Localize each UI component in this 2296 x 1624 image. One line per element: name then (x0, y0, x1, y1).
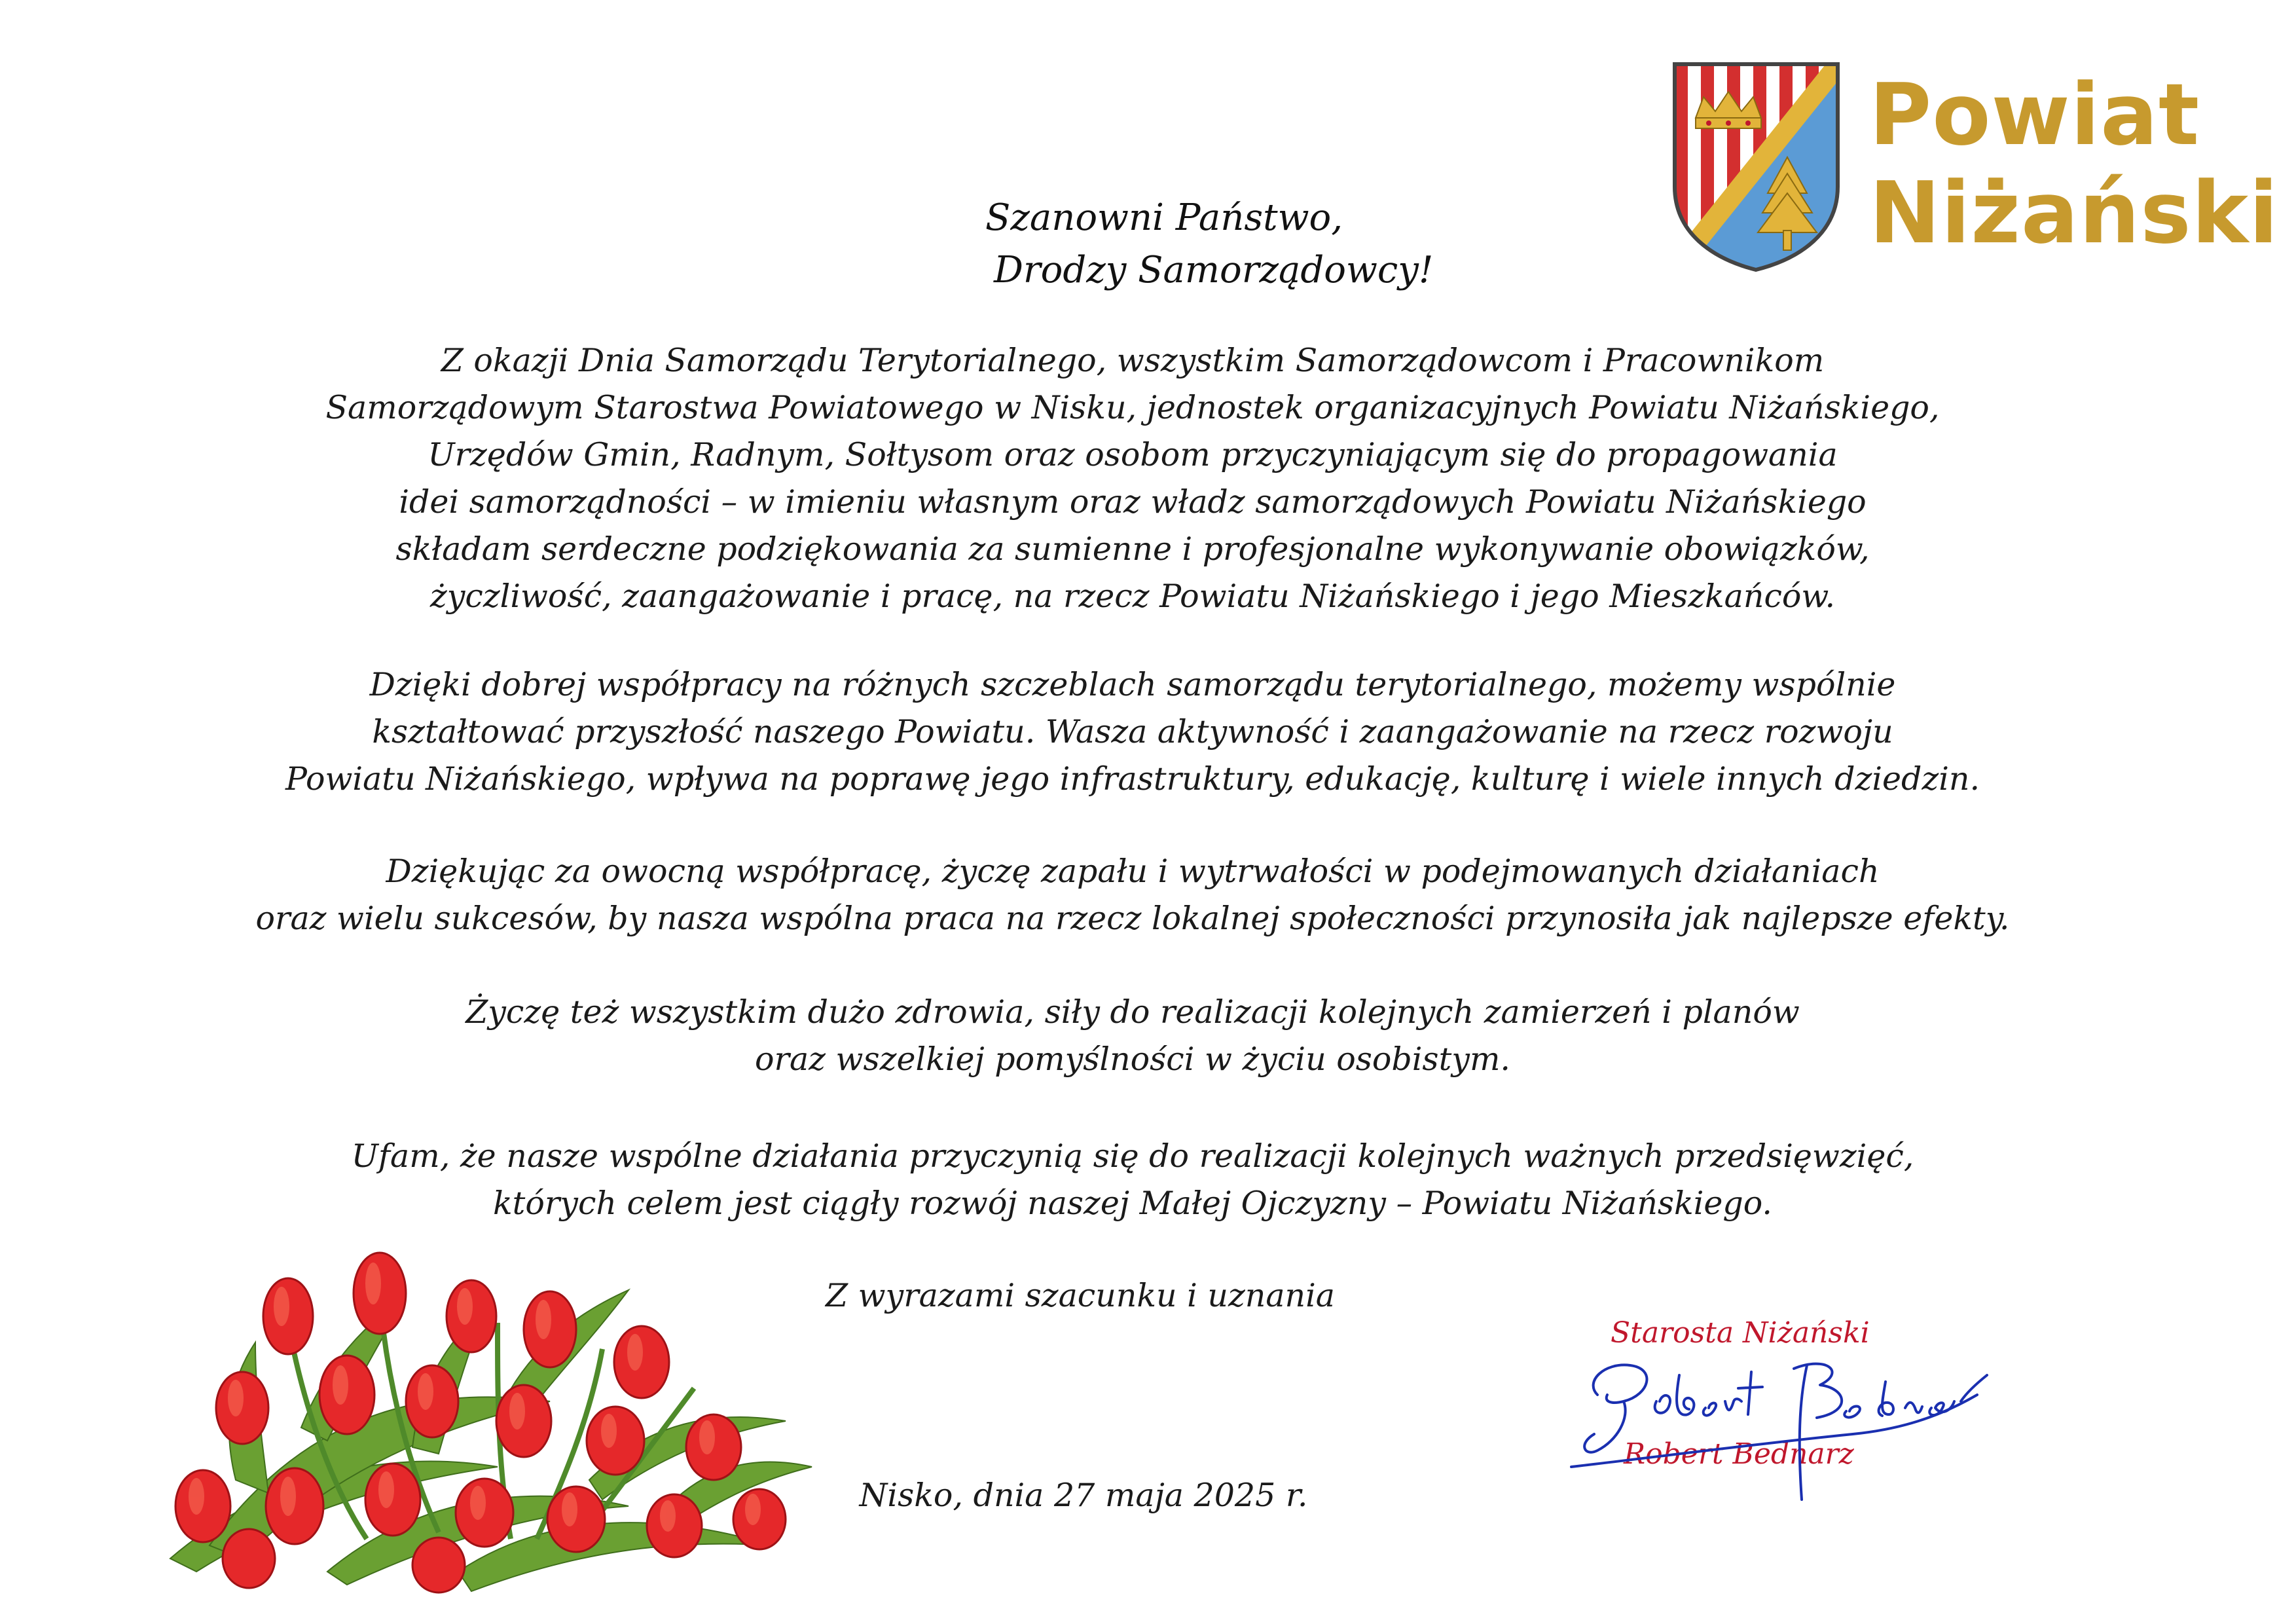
paragraph-line: życzliwość, zaangażowanie i pracę, na rzecz Powiatu Niżańskiego i jego Mieszkańców. (429, 578, 1836, 615)
paragraph-1 (196, 337, 2069, 620)
paragraph-line: Z okazji Dnia Samorządu Terytorialnego, wszystkim Samorządowcom i Pracownikom (441, 342, 1825, 379)
paragraph-line: kształtować przyszłość naszego Powiatu. Wasza aktywność i zaangażowanie na rzecz rozwoju (372, 713, 1893, 750)
paragraph-3 (196, 848, 2069, 942)
paragraph-line: Życzę też wszystkim dużo zdrowia, siły do realizacji kolejnych zamierzeń i planów (465, 993, 1800, 1031)
paragraph-line: oraz wielu sukcesów, by nasza wspólna praca na rzecz lokalnej społeczności przynosiła jak najlepsze efekty. (255, 900, 2010, 937)
coat-of-arms-icon (1669, 59, 1843, 275)
paragraph-4 (196, 989, 2069, 1083)
paragraph-line: Samorządowym Starostwa Powiatowego w Nisku, jednostek organizacyjnych Powiatu Niżańskiego, (325, 389, 1940, 426)
paragraph-5 (196, 1133, 2069, 1227)
closing-phrase: Z wyrazami szacunku i uznania (825, 1277, 1336, 1314)
paragraph-line: Urzędów Gmin, Radnym, Sołtysom oraz osobom przyczyniającym się do propagowania (428, 436, 1838, 473)
handwritten-signature-icon (1558, 1303, 1990, 1519)
brand-name-line-1: Powiat (1869, 65, 2200, 164)
paragraph-line: Ufam, że nasze wspólne działania przyczynią się do realizacji kolejnych ważnych przedsięwzięć, (351, 1137, 1914, 1175)
tulip-bouquet-icon (131, 1231, 825, 1598)
paragraph-2 (196, 661, 2069, 803)
paragraph-line: składam serdeczne podziękowania za sumienne i profesjonalne wykonywanie obowiązków, (395, 530, 1870, 568)
salutation-line-1: Szanowni Państwo, (985, 196, 1343, 239)
powiat-logo (1669, 59, 2279, 295)
signatory-title: Starosta Niżański (1611, 1316, 1870, 1350)
paragraph-line: których celem jest ciągły rozwój naszej Małej Ojczyzny – Powiatu Niżańskiego. (492, 1185, 1773, 1222)
signatory-name: Robert Bednarz (1624, 1437, 1854, 1471)
paragraph-line: Dziękując za owocną współpracę, życzę zapału i wytrwałości w podejmowanych działaniach (386, 853, 1880, 890)
paragraph-line: idei samorządności – w imieniu własnym oraz władz samorządowych Powiatu Niżańskiego (399, 483, 1867, 521)
paragraph-line: oraz wszelkiej pomyślności w życiu osobistym. (755, 1041, 1510, 1078)
place-and-date: Nisko, dnia 27 maja 2025 r. (859, 1477, 1308, 1514)
brand-name-line-2: Niżański (1869, 163, 2279, 263)
salutation-line-2: Drodzy Samorządowcy! (994, 249, 1434, 291)
paragraph-line: Dzięki dobrej współpracy na różnych szczeblach samorządu terytorialnego, możemy wspólnie (369, 666, 1896, 703)
paragraph-line: Powiatu Niżańskiego, wpływa na poprawę jego infrastruktury, edukację, kulturę i wiele innych dziedzin. (285, 760, 1980, 798)
